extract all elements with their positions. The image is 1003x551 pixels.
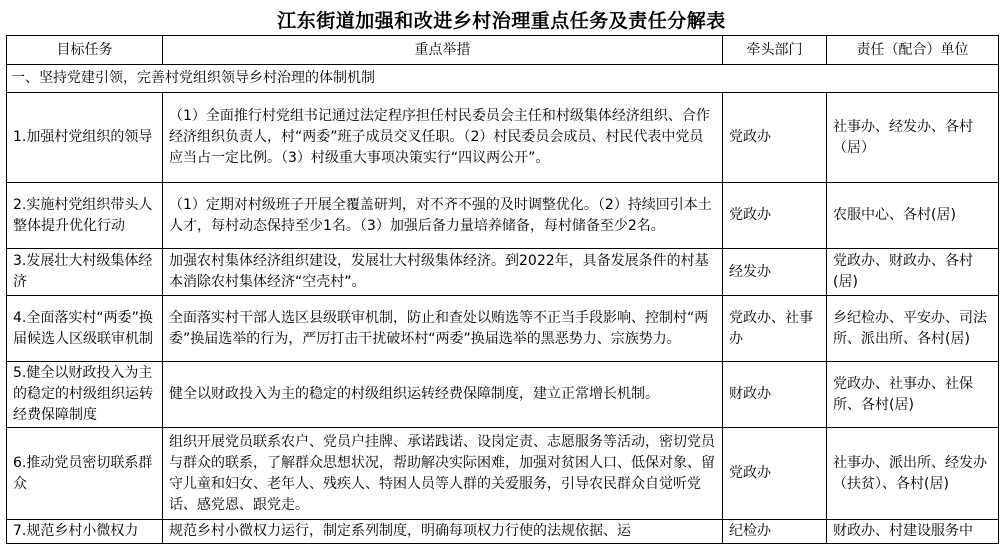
table-row xyxy=(7,362,999,428)
header-responsible-units: 责任（配合）单位 xyxy=(827,36,999,65)
lead-dept-cell: 经发办 xyxy=(723,249,827,296)
table-row xyxy=(7,183,999,249)
table-header-row xyxy=(7,36,999,65)
table-row xyxy=(7,520,999,544)
page-title: 江东街道加强和改进乡村治理重点任务及责任分解表 xyxy=(277,10,726,32)
header-target: 目标任务 xyxy=(7,36,163,65)
header-measures: 重点举措 xyxy=(163,36,723,65)
header-lead-dept: 牵头部门 xyxy=(723,36,827,65)
table-row xyxy=(7,296,999,362)
responsible-cell: 乡纪检办、平安办、司法所、派出所、各村(居) xyxy=(827,296,999,362)
target-cell: 7.规范乡村小微权力 xyxy=(7,520,163,544)
measures-cell: （1）定期对村级班子开展全覆盖研判，对不齐不强的及时调整优化。（2）持续回引本土人才，每村动态保持至少1名。（3）加强后备力量培养储备，每村储备至少2名。 xyxy=(163,183,723,249)
lead-dept-cell: 党政办、社事办 xyxy=(723,296,827,362)
target-cell: 3.发展壮大村级集体经济 xyxy=(7,249,163,296)
responsible-cell: 党政办、社事办、社保所、各村(居) xyxy=(827,362,999,428)
lead-dept-cell: 纪检办 xyxy=(723,520,827,544)
target-cell: 2.实施村党组织带头人整体提升优化行动 xyxy=(7,183,163,249)
lead-dept-cell: 财政办 xyxy=(723,362,827,428)
table-row xyxy=(7,249,999,296)
responsible-cell: 财政办、村建设服务中 xyxy=(827,520,999,544)
measures-cell: 规范乡村小微权力运行，制定系列制度，明确每项权力行使的法规依据、运 xyxy=(163,520,723,544)
section-row xyxy=(7,65,999,93)
section-heading: 一、坚持党建引领，完善村党组织领导乡村治理的体制机制 xyxy=(7,65,999,93)
measures-cell: （1）全面推行村党组书记通过法定程序担任村民委员会主任和村级集体经济组织、合作经济组织负责人，村“两委”班子成员交叉任职。（2）村民委员会成员、村民代表中党员应当占一定比例。（3）村级重大事项决策实行“四议两公开”。 xyxy=(163,93,723,183)
measures-cell: 全面落实村干部人选区县级联审机制，防止和查处以贿选等不正当手段影响、控制村“两委”换届选举的行为，严厉打击干扰破坏村“两委”换届选举的黑恶势力、宗族势力。 xyxy=(163,296,723,362)
measures-cell: 健全以财政投入为主的稳定的村级组织运转经费保障制度，建立正常增长机制。 xyxy=(163,362,723,428)
lead-dept-cell: 党政办 xyxy=(723,428,827,520)
measures-cell: 加强农村集体经济组织建设，发展壮大村级集体经济。到2022年，具备发展条件的村基本消除农村集体经济“空壳村”。 xyxy=(163,249,723,296)
responsible-cell: 社事办、派出所、经发办（扶贫）、各村(居) xyxy=(827,428,999,520)
responsible-cell: 农服中心、各村(居) xyxy=(827,183,999,249)
responsible-cell: 社事办、经发办、各村（居） xyxy=(827,93,999,183)
table-row xyxy=(7,428,999,520)
lead-dept-cell: 党政办 xyxy=(723,183,827,249)
target-cell: 4.全面落实村“两委”换届候选人区级联审机制 xyxy=(7,296,163,362)
target-cell: 5.健全以财政投入为主的稳定的村级组织运转经费保障制度 xyxy=(7,362,163,428)
measures-cell: 组织开展党员联系农户、党员户挂牌、承诺践诺、设岗定责、志愿服务等活动，密切党员与群众的联系，了解群众思想状况，帮助解决实际困难，加强对贫困人口、低保对象、留守儿童和妇女、老年人、残疾人、特困人员等人群的关爱服务，引导农民群众自觉听党话、感党恩、跟党走。 xyxy=(163,428,723,520)
responsible-cell: 党政办、财政办、各村(居) xyxy=(827,249,999,296)
lead-dept-cell: 党政办 xyxy=(723,93,827,183)
table-row xyxy=(7,93,999,183)
target-cell: 6.推动党员密切联系群众 xyxy=(7,428,163,520)
target-cell: 1.加强村党组织的领导 xyxy=(7,93,163,183)
responsibility-table xyxy=(6,35,999,544)
